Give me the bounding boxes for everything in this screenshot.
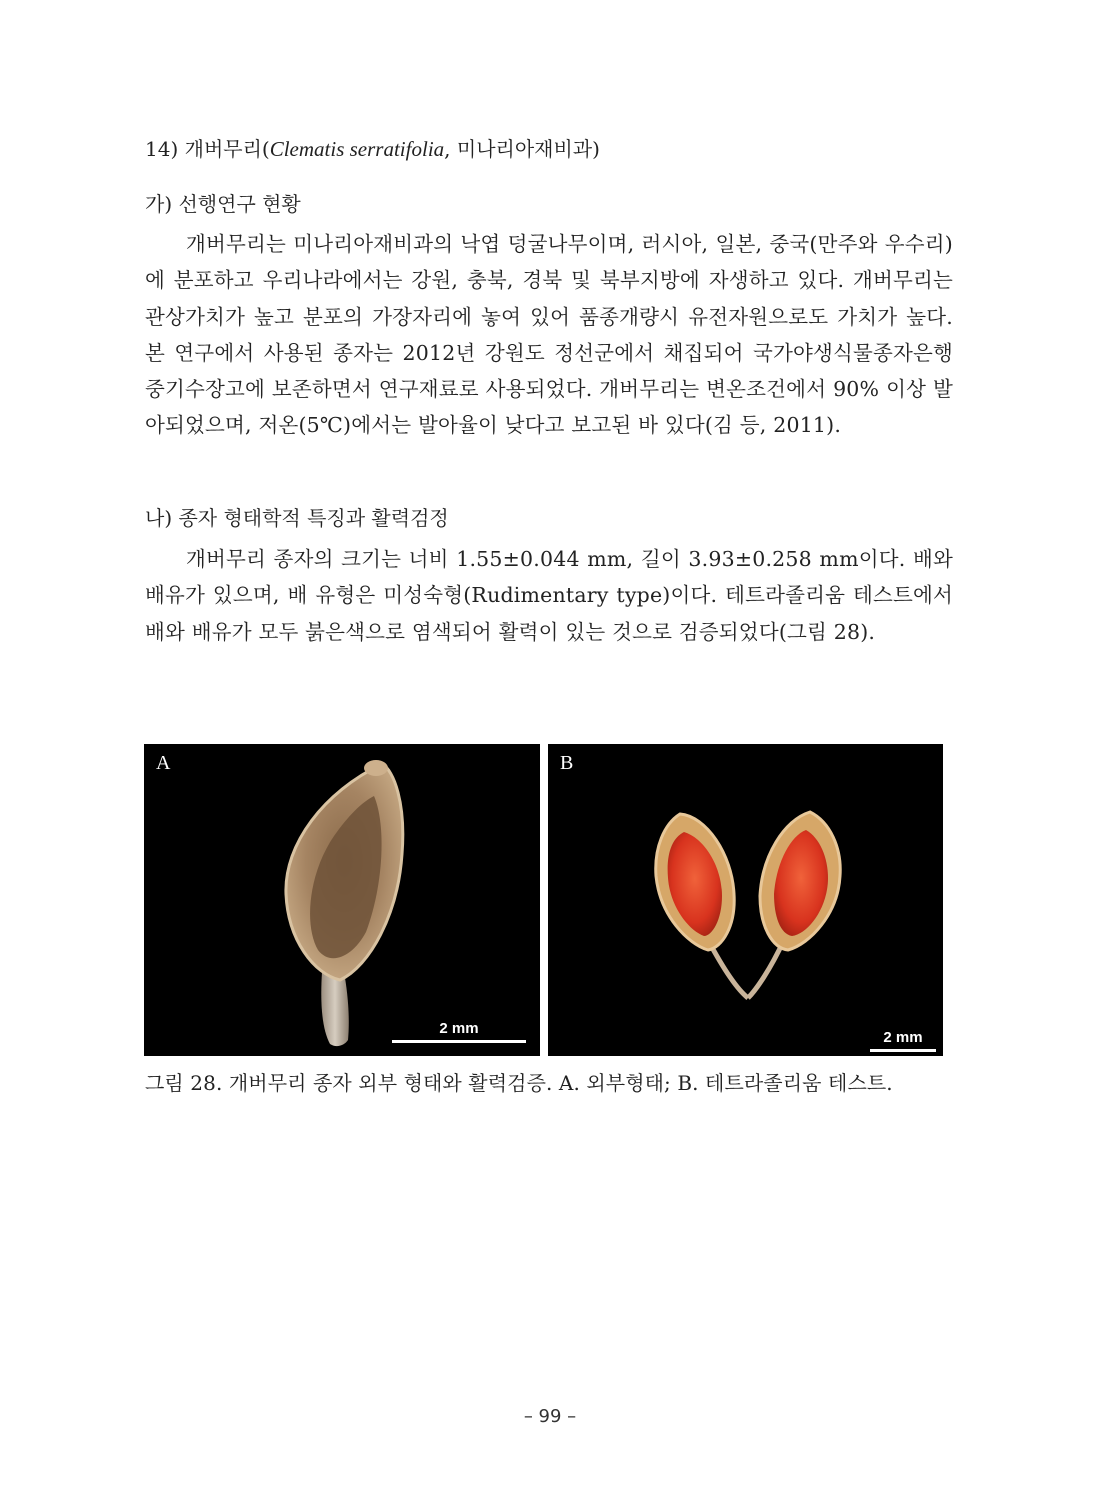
figure-caption: 그림 28. 개버무리 종자 외부 형태와 활력검증. A. 외부형태; B. 테트라졸리움 테스트. <box>145 1071 893 1095</box>
panel-b-label: B <box>560 752 574 774</box>
subsection-b-body: 개버무리 종자의 크기는 너비 1.55±0.044 mm, 길이 3.93±0.258 mm이다. 배와 배유가 있으며, 배 유형은 미성숙형(Rudimentary type)이다. 테트라졸리움 테스트에서 배와 배유가 모두 붉은색으로 염색되어 활력이 있는 것으로 검증되었다(그림 28). <box>145 547 953 644</box>
scale-bar-b-label: 2 mm <box>883 1029 923 1046</box>
page-number: – 99 – <box>523 1406 577 1427</box>
subsection-a-title: 가) 선행연구 현황 <box>145 192 301 216</box>
seed-exterior-image <box>144 744 540 1056</box>
section-title-latin: Clematis serratifolia <box>269 137 445 161</box>
subsection-b-title: 나) 종자 형태학적 특징과 활력검정 <box>145 506 449 530</box>
figure-panel-b <box>548 744 943 1056</box>
tetrazolium-test-image <box>548 744 943 1056</box>
panel-a-label: A <box>156 752 171 774</box>
section-heading <box>145 134 953 164</box>
subsection-a-body: 개버무리는 미나리아재비과의 낙엽 덩굴나무이며, 러시아, 일본, 중국(만주와 우수리)에 분포하고 우리나라에서는 강원, 충북, 경북 및 북부지방에 자생하고 있다. 개버무리는 관상가치가 높고 분포의 가장자리에 놓여 있어 품종개량시 유전자원으로도 가치가 높다. 본 연구에서 사용된 종자는 2012년 강원도 정선군에서 채집되어 국가야생식물종자은행 중기수장고에 보존하면서 연구재료로 사용되었다. 개버무리는 변온조건에서 90% 이상 발아되었으며, 저온(5℃)에서는 발아율이 낮다고 보고된 바 있다(김 등, 2011). <box>145 232 953 438</box>
scale-bar-a <box>392 1020 526 1043</box>
section-number: 14) <box>145 137 179 161</box>
section-title-ko: 개버무리( <box>184 137 270 161</box>
section-title-family: , 미나리아재비과) <box>444 137 600 161</box>
figure-panel-a <box>144 744 540 1056</box>
scale-bar-b <box>870 1029 936 1052</box>
scale-bar-a-label: 2 mm <box>439 1020 479 1037</box>
